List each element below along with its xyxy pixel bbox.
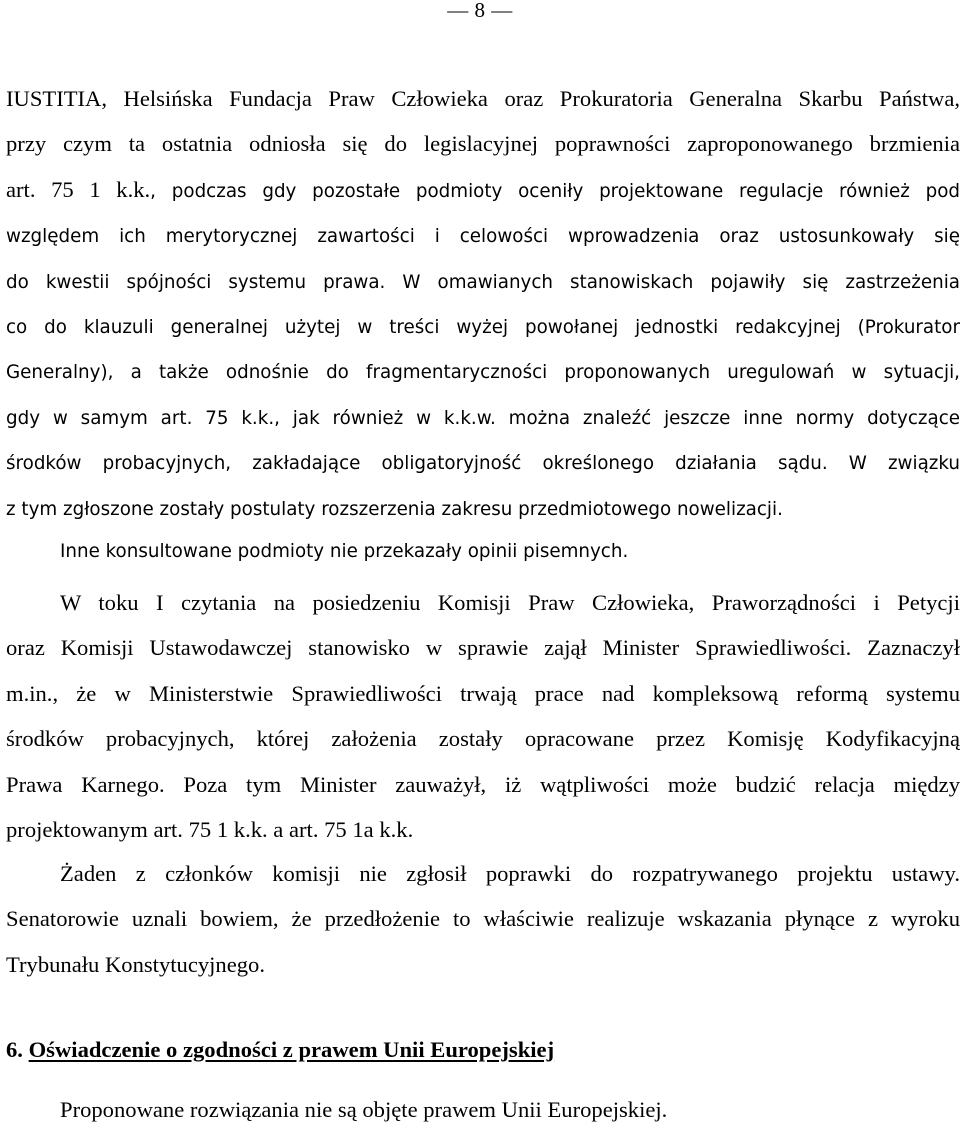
text-line: do kwestii spójności systemu prawa. W omawianych stanowiskach pojawiły się zastrzeżenia: [6, 271, 960, 293]
text-segment: art. 75 1 k.k.: [6, 176, 151, 202]
text-line: Prawa Karnego. Poza tym Minister zauważył, iż wątpliwości może budzić relacja między: [6, 771, 960, 797]
text-line: środków probacyjnych, której założenia zostały opracowane przez Komisję Kodyfikacyjną: [6, 726, 960, 752]
text-line: Trybunału Konstytucyjnego.: [6, 951, 265, 977]
text-line: W toku I czytania na posiedzeniu Komisji Praw Człowieka, Praworządności i Petycji: [60, 590, 960, 615]
text-line: IUSTITIA, Helsińska Fundacja Praw Człowieka oraz Prokuratoria Generalna Skarbu Państwa,: [6, 86, 960, 111]
text-line: względem ich merytorycznej zawartości i celowości wprowadzenia oraz ustosunkowały się: [6, 226, 960, 248]
paragraph-first-reading: [6, 580, 960, 852]
paragraph-other-opinions: [6, 529, 960, 574]
text-line: Senatorowie uznali bowiem, że przedłożenie to właściwie realizuje wskazania płynące z wyroku: [6, 906, 960, 932]
text-line: środków probacyjnych, zakładające obligatoryjność określonego działania sądu. W związku: [6, 453, 960, 475]
text-line: z tym zgłoszone zostały postulaty rozszerzenia zakresu przedmiotowego nowelizacji.: [6, 498, 783, 520]
text-line: przy czym ta ostatnia odniosła się do legislacyjnej poprawności zaproponowanego brzmienia: [6, 131, 960, 157]
text-line: oraz Komisji Ustawodawczej stanowisko w sprawie zajął Minister Sprawiedliwości. Zaznaczył: [6, 635, 960, 661]
text-line: Proponowane rozwiązania nie są objęte prawem Unii Europejskiej.: [60, 1097, 668, 1122]
page-number: — 8 —: [447, 0, 513, 22]
text-line: Inne konsultowane podmioty nie przekazały opinii pisemnych.: [60, 541, 629, 562]
text-line: [6, 167, 960, 214]
section-heading: [6, 1027, 554, 1072]
section-title: Oświadczenie o zgodności z prawem Unii Europejskiej: [28, 1037, 555, 1062]
paragraph-consultations: [6, 76, 960, 532]
section-number: 6.: [6, 1037, 23, 1062]
text-line: m.in., że w Ministerstwie Sprawiedliwości trwają prace nad kompleksową reformą systemu: [6, 680, 960, 706]
text-line: projektowanym art. 75 1 k.k. a art. 75 1a k.k.: [6, 817, 414, 843]
text-line: gdy w samym art. 75 k.k., jak również w k.k.w. można znaleźć jeszcze inne normy dotyczące: [6, 407, 960, 429]
text-line: Żaden z członków komisji nie zgłosił poprawki do rozpatrywanego projektu ustawy.: [60, 861, 960, 886]
paragraph-no-amendments: [6, 851, 960, 987]
text-segment: , podczas gdy pozostałe podmioty oceniły projektowane regulacje również pod: [150, 180, 960, 202]
text-line: co do klauzuli generalnej użytej w treści wyżej powołanej jednostki redakcyjnej (Prokurator: [6, 317, 960, 339]
paragraph-eu-law: [60, 1087, 960, 1132]
text-line: Generalny), a także odnośnie do fragmentaryczności proponowanych uregulowań w sytuacji,: [6, 362, 960, 384]
